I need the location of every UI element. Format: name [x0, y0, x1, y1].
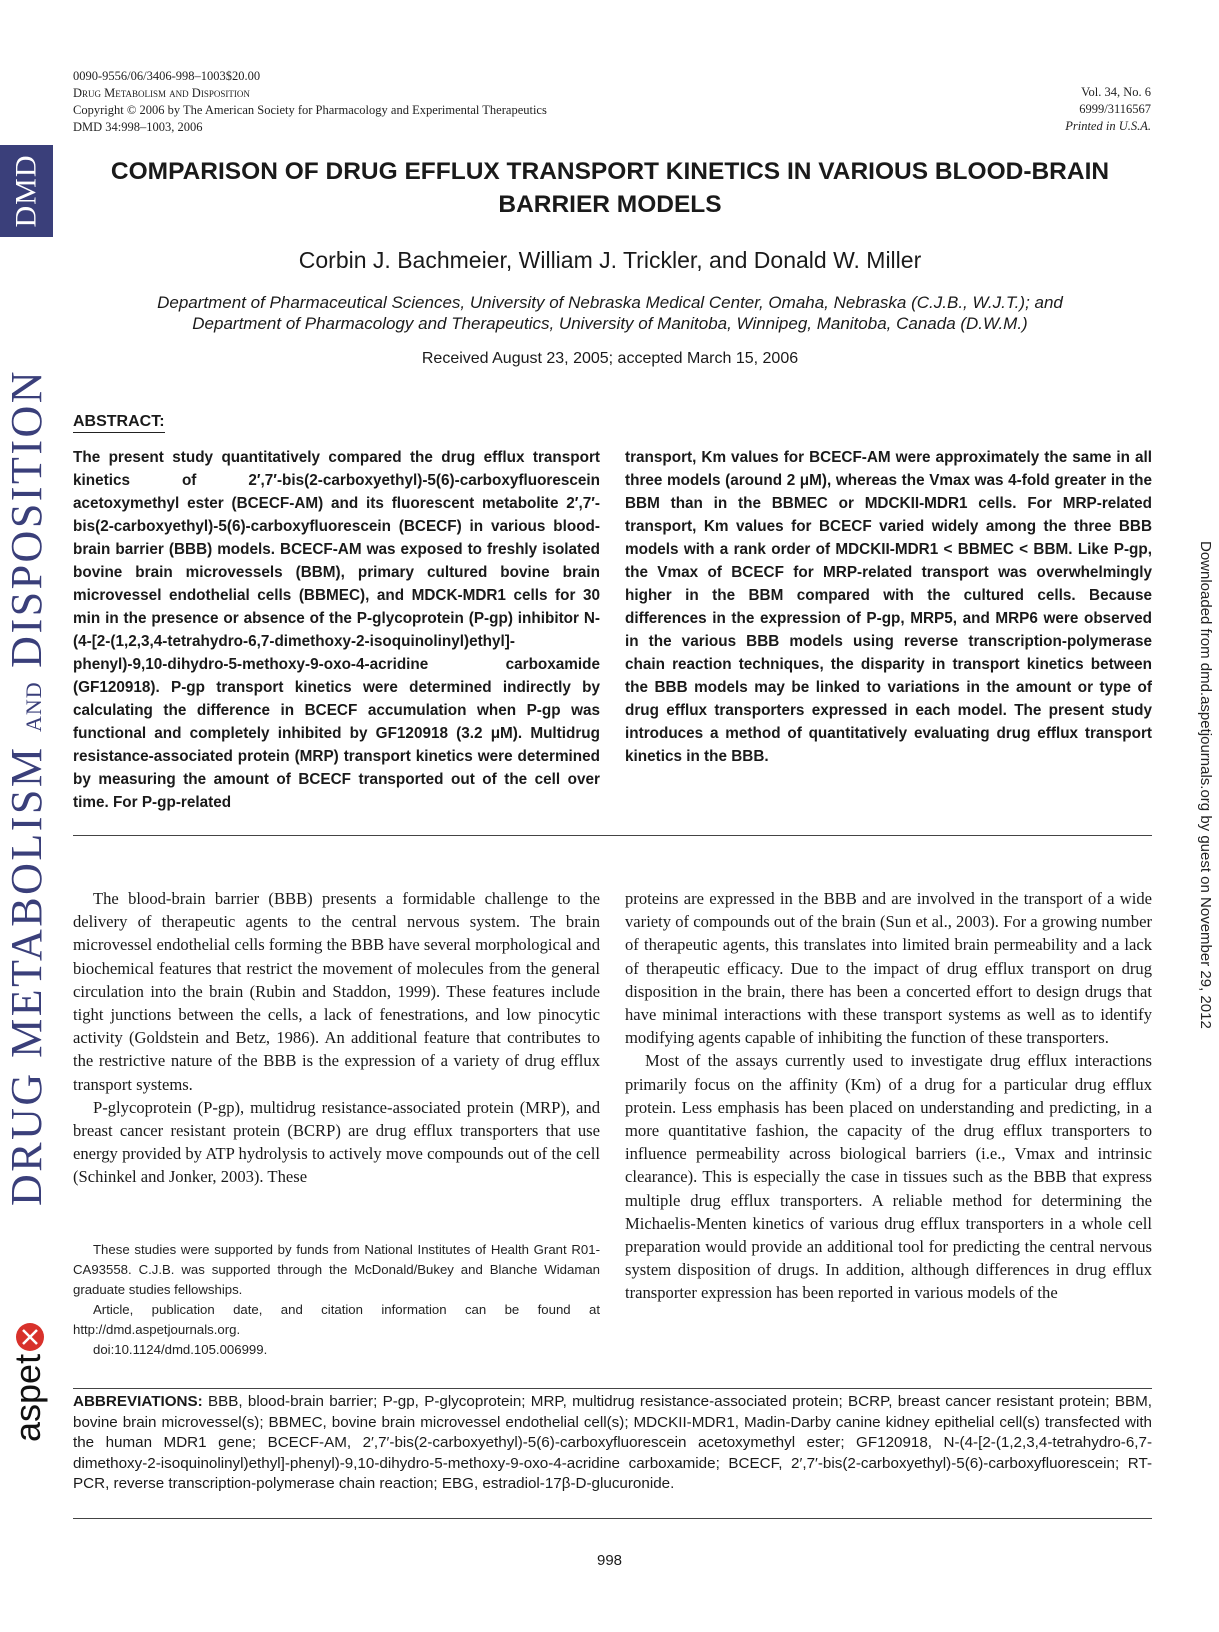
abbrev-top-rule [73, 1388, 1152, 1389]
journal-sidebar [2, 305, 52, 1270]
abstract-left: The present study quantitatively compared the drug efflux transport kinetics of 2′,7′-bis(2-carboxyethyl)-5(6)-carboxyfluorescein acetoxymethyl ester (BCECF-AM) and its fluorescent metabolite 2′,7′-bis(2-carboxyethyl)-5(6)-carboxyfluorescein (BCECF) in various blood-brain barrier (BBB) models. BCECF-AM was exposed to freshly isolated bovine brain microvessels (BBM), primary cultured bovine brain microvessel endothelial cells (BBMEC), and MDCK-MDR1 cells for 30 min in the presence or absence of the P-glycoprotein (P-gp) inhibitor N-(4-[2-(1,2,3,4-tetrahydro-6,7-dimethoxy-2-isoquinolinyl)ethyl]-phenyl)-9,10-dihydro-5-methoxy-9-oxo-4-acridine carboxamide (GF120918). P-gp transport kinetics were determined indirectly by calculating the difference in BCECF accumulation when P-gp was functional and completely inhibited by GF120918 (3.2 μM). Multidrug resistance-associated protein (MRP) transport kinetics were determined by measuring the amount of BCECF transported out of the cell over time. For P-gp-related [73, 449, 600, 811]
affiliation-1: Department of Pharmaceutical Sciences, University of Nebraska Medical Center, Omaha, Nebraska (C.J.B., W.J.T.); and [157, 293, 1063, 312]
abstract-right: transport, Km values for BCECF-AM were approximately the same in all three models (around 2 μM), whereas the Vmax was 4-fold greater in the BBM than in the BBMEC or MDCKII-MDR1 cells. For MRP-related transport, Km values for BCECF varied widely among the three BBB models with a rank order of MDCKII-MDR1 < BBMEC < BBM. Like P-gp, the Vmax of BCECF for MRP-related transport was overwhelmingly higher in the BBM compared with the cultured cells. Because differences in the expression of P-gp, MRP5, and MRP6 were observed in the various BBB models using reverse transcription-polymerase chain reaction techniques, the disparity in transport kinetics between the BBB models may be linked to variations in the amount or type of drug efflux transporters expressed in each model. The present study introduces a method of quantitatively evaluating drug efflux transport kinetics in the BBB. [625, 449, 1152, 765]
abbrev-label: ABBREVIATIONS: [73, 1393, 203, 1410]
body-paragraph: The blood-brain barrier (BBB) presents a formidable challenge to the delivery of therapeutic agents to the central nervous system. The brain microvessel endothelial cells forming the BBB have several morphological and biochemical features that restrict the movement of molecules from the general circulation into the brain (Rubin and Staddon, 1999). These features include tight junctions between the cells, a lack of fenestrations, and low pinocytic activity (Goldstein and Betz, 1986). An additional feature that contributes to the restrictive nature of the BBB is the expression of a variety of drug efflux transport systems. [73, 889, 600, 1094]
affiliations [70, 292, 1150, 334]
download-note [1196, 541, 1216, 1541]
body-column-left [73, 887, 600, 1189]
abbrev-bottom-rule [73, 1518, 1152, 1519]
printed-in: Printed in U.S.A. [1065, 119, 1151, 133]
authors: Corbin J. Bachmeier, William J. Trickler, and Donald W. Miller [298, 247, 922, 273]
journal-sidebar-and: AND [21, 681, 47, 732]
volume: Vol. 34, No. 6 [1081, 85, 1151, 99]
citation: DMD 34:998–1003, 2006 [73, 120, 203, 134]
download-note-text: Downloaded from dmd.aspetjournals.org by guest on November 29, 2012 [1197, 541, 1214, 1029]
body-paragraph: proteins are expressed in the BBB and are involved in the transport of a wide variety of compounds out of the brain (Sun et al., 2003). For a growing number of therapeutic agents, this translates into limited brain permeability and a lack of therapeutic efficacy. Due to the impact of drug efflux transport on drug disposition in the brain, there has been a concerted effort to design drugs that have minimal interactions with these transport systems as well as to identify modifying agents capable of inhibiting the function of these transporters. [625, 889, 1152, 1048]
article-id: 6999/3116567 [1079, 102, 1151, 116]
aspet-logo [6, 1320, 48, 1445]
journal-sidebar-text [2, 369, 53, 1206]
abbrev-text: BBB, blood-brain barrier; P-gp, P-glycoprotein; MRP, multidrug resistance-associated protein; BCRP, breast cancer resistant protein; BBM, bovine brain microvessel(s); BBMEC, bovine brain microvessel endothelial cell(s); MDCKII-MDR1, Madin-Darby canine kidney epithelial cell(s) transfected with the human MDR1 gene; BCECF-AM, 2′,7′-bis(2-carboxyethyl)-5(6)-carboxyfluorescein acetoxymethyl ester; GF120918, N-(4-[2-(1,2,3,4-tetrahydro-6,7-dimethoxy-2-isoquinolinyl)ethyl]-phenyl)-9,10-dihydro-5-methoxy-9-oxo-4-acridine carboxamide; BCECF, 2′,7′-bis(2-carboxyethyl)-5(6)-carboxyfluorescein; RT-PCR, reverse transcription-polymerase chain reaction; EBG, estradiol-17β-D-glucuronide. [73, 1393, 1152, 1492]
footnote-funding: These studies were supported by funds from National Institutes of Health Grant R01-CA93558. C.J.B. was supported through the McDonald/Bukey and Blanche Widaman graduate studies fellowships. [73, 1242, 600, 1297]
abstract-heading: ABSTRACT: [73, 413, 165, 433]
abstract-divider [73, 835, 1152, 836]
header-meta-right [1065, 84, 1151, 135]
received-date: Received August 23, 2005; accepted March 15, 2006 [421, 350, 799, 367]
affiliation-2: Department of Pharmacology and Therapeutics, University of Manitoba, Winnipeg, Manitoba, Canada (D.W.M.) [192, 314, 1028, 333]
body-paragraph: P-glycoprotein (P-gp), multidrug resistance-associated protein (MRP), and breast cancer resistant protein (BCRP) are drug efflux transporters that use energy provided by ATP hydrolysis to actively move compounds out of the cell (Schinkel and Jonker, 2003). These [73, 1097, 600, 1187]
footnote-article-info: Article, publication date, and citation information can be found at http://dmd.aspetjournals.org. [73, 1302, 600, 1337]
dmd-badge-text: DMD [9, 154, 43, 228]
abbreviations [73, 1392, 1152, 1495]
footnotes [73, 1240, 600, 1360]
article-title: COMPARISON OF DRUG EFFLUX TRANSPORT KINETICS IN VARIOUS BLOOD-BRAIN BARRIER MODELS [110, 158, 1110, 218]
aspet-logo-text: aspet [7, 1353, 48, 1442]
footnote-doi: doi:10.1124/dmd.105.006999. [93, 1342, 268, 1357]
page-number: 998 [596, 1552, 623, 1569]
aspet-logo-icon [6, 1320, 48, 1445]
copyright: Copyright © 2006 by The American Society for Pharmacology and Experimental Therapeutics [73, 103, 547, 117]
body-paragraph: Most of the assays currently used to investigate drug efflux interactions primarily focus on the affinity (Km) of a drug for a particular drug efflux protein. Less emphasis has been placed on understanding and predicting, in a more quantitative fashion, the capacity of the drug efflux transporters to influence permeability across biological barriers (i.e., Vmax and intrinsic clearance). This is especially the case in tissues such as the BBB that express multiple drug efflux transporters. A reliable method for determining the Michaelis-Menten kinetics of various drug efflux transporters in a whole cell preparation would provide an additional tool for predicting the central nervous system disposition of drugs. In addition, although differences in drug efflux transporter expression has been reported in various models of the [625, 1051, 1152, 1303]
body-column-right [625, 887, 1152, 1305]
journal-sidebar-part1: DRUG METABOLISM [2, 745, 52, 1207]
header-meta-left [73, 68, 547, 136]
journal-name: Drug Metabolism and Disposition [73, 86, 250, 100]
article-code: 0090-9556/06/3406-998–1003$20.00 [73, 69, 261, 83]
dmd-badge [0, 145, 53, 237]
journal-sidebar-part2: DISPOSITION [2, 368, 52, 668]
